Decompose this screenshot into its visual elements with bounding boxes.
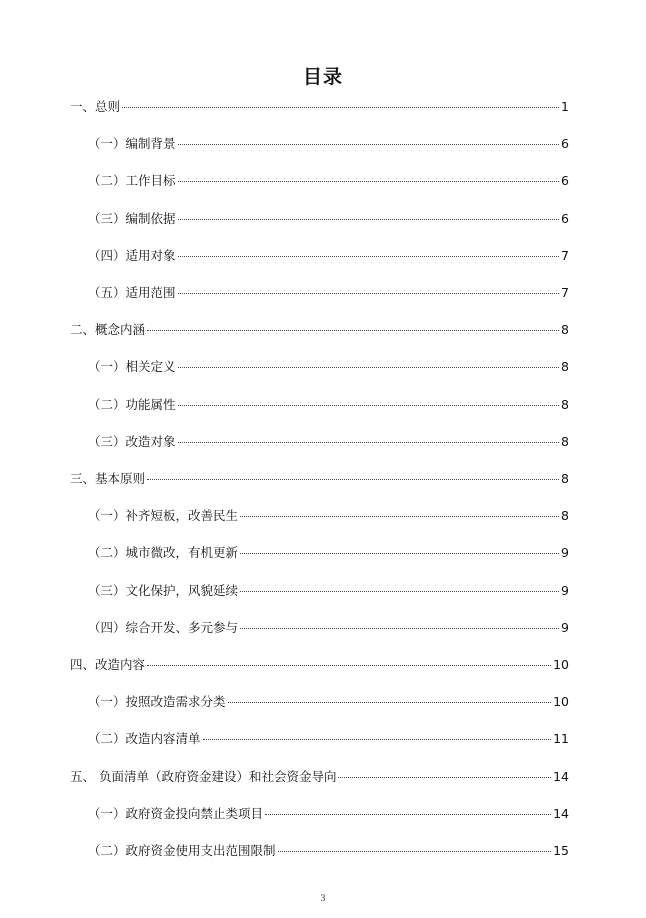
toc-entry[interactable] [88,505,569,527]
page-number: 3 [320,893,326,903]
toc-leader-dots [178,293,560,294]
toc-entry-page: 7 [561,285,569,300]
toc-entry-label: （三）编制依据 [88,210,176,226]
toc-leader-dots [265,814,551,815]
toc-entry-page: 8 [561,433,569,449]
toc-entry[interactable] [88,840,569,862]
toc-leader-dots [178,181,560,182]
toc-entry-label: （一）政府资金投向禁止类项目 [88,805,264,821]
toc-entry[interactable] [88,208,569,230]
toc-entry-page: 9 [561,619,569,635]
toc-entry-label: （二）工作目标 [88,173,176,189]
toc-leader-dots [338,777,551,778]
toc-leader-dots [240,553,559,554]
toc-entry-page: 8 [561,471,569,486]
toc-entry[interactable] [70,654,569,676]
toc-entry[interactable] [88,431,569,453]
toc-entry[interactable] [88,394,569,416]
toc-leader-dots [122,107,559,108]
toc-leader-dots [240,516,559,517]
toc-entry[interactable] [88,728,569,750]
toc-entry-label: （二）功能属性 [88,396,176,412]
toc-entry-label: （四）综合开发、多元参与 [88,619,239,635]
toc-leader-dots [240,591,559,592]
toc-entry-page: 8 [561,359,569,375]
toc-entry-label: （一）相关定义 [88,359,176,375]
toc-entry[interactable] [88,282,569,304]
toc-entry-page: 10 [553,657,569,672]
toc-entry-label: 一、总则 [70,99,121,114]
toc-entry-label: 三、基本原则 [70,471,146,486]
toc-entry-label: （二）城市微改，有机更新 [88,545,239,561]
toc-entry-page: 11 [553,731,569,747]
toc-entry-page: 14 [553,805,569,821]
toc-leader-dots [147,479,559,480]
toc-entry-label: （四）适用对象 [88,247,176,263]
toc-entry[interactable] [88,356,569,378]
toc-entry-label: （一）按照改造需求分类 [88,694,226,710]
toc-entry-label: （五）适用范围 [88,285,176,300]
toc-entry-page: 6 [561,173,569,189]
toc-entry-page: 9 [561,545,569,561]
toc-entry-label: 四、改造内容 [70,657,146,672]
toc-leader-dots [178,367,560,368]
toc-entry[interactable] [70,766,569,788]
toc-entry[interactable] [88,245,569,267]
toc-entry[interactable] [70,96,569,118]
toc-entry-page: 7 [561,247,569,263]
toc-entry[interactable] [88,170,569,192]
toc-entry-page: 8 [561,396,569,412]
toc-entry-page: 1 [561,99,569,114]
toc-title: 目录 [302,66,343,88]
toc-entry[interactable] [70,319,569,341]
toc-leader-dots [147,665,551,666]
toc-entry-page: 14 [553,768,569,784]
toc-entry[interactable] [88,691,569,713]
toc-leader-dots [278,851,552,852]
toc-leader-dots [203,739,552,740]
toc-leader-dots [178,144,560,145]
toc-leader-dots [228,702,552,703]
toc-entry-page: 8 [561,508,569,524]
toc-leader-dots [178,219,560,220]
toc-entry[interactable] [88,542,569,564]
toc-leader-dots [240,628,559,629]
toc-entry-page: 8 [561,322,569,338]
toc-entry-label: （三）文化保护，风貌延续 [88,582,239,598]
toc-entry-label: （一）编制背景 [88,136,176,152]
toc-entry-page: 15 [553,843,569,858]
toc-entry-page: 6 [561,210,569,226]
toc-leader-dots [178,442,560,443]
toc-entry[interactable] [88,803,569,825]
toc-entry[interactable] [88,133,569,155]
toc-entry-label: （二）政府资金使用支出范围限制 [88,843,276,858]
toc-leader-dots [178,256,560,257]
toc-entry-page: 10 [553,694,569,710]
toc-entry-page: 9 [561,582,569,598]
toc-entry-label: （二）改造内容清单 [88,731,201,747]
toc-entry[interactable] [70,468,569,490]
toc-entry-label: 二、概念内涵 [70,322,146,338]
toc-entry-page: 6 [561,136,569,152]
toc-entry-label: （三）改造对象 [88,433,176,449]
toc-entry-label: （一）补齐短板，改善民生 [88,508,239,524]
toc-entry[interactable] [88,580,569,602]
toc-leader-dots [178,405,560,406]
toc-entry[interactable] [88,617,569,639]
toc-entry-label: 五、 负面清单（政府资金建设）和社会资金导向 [70,768,337,784]
toc-leader-dots [147,330,559,331]
